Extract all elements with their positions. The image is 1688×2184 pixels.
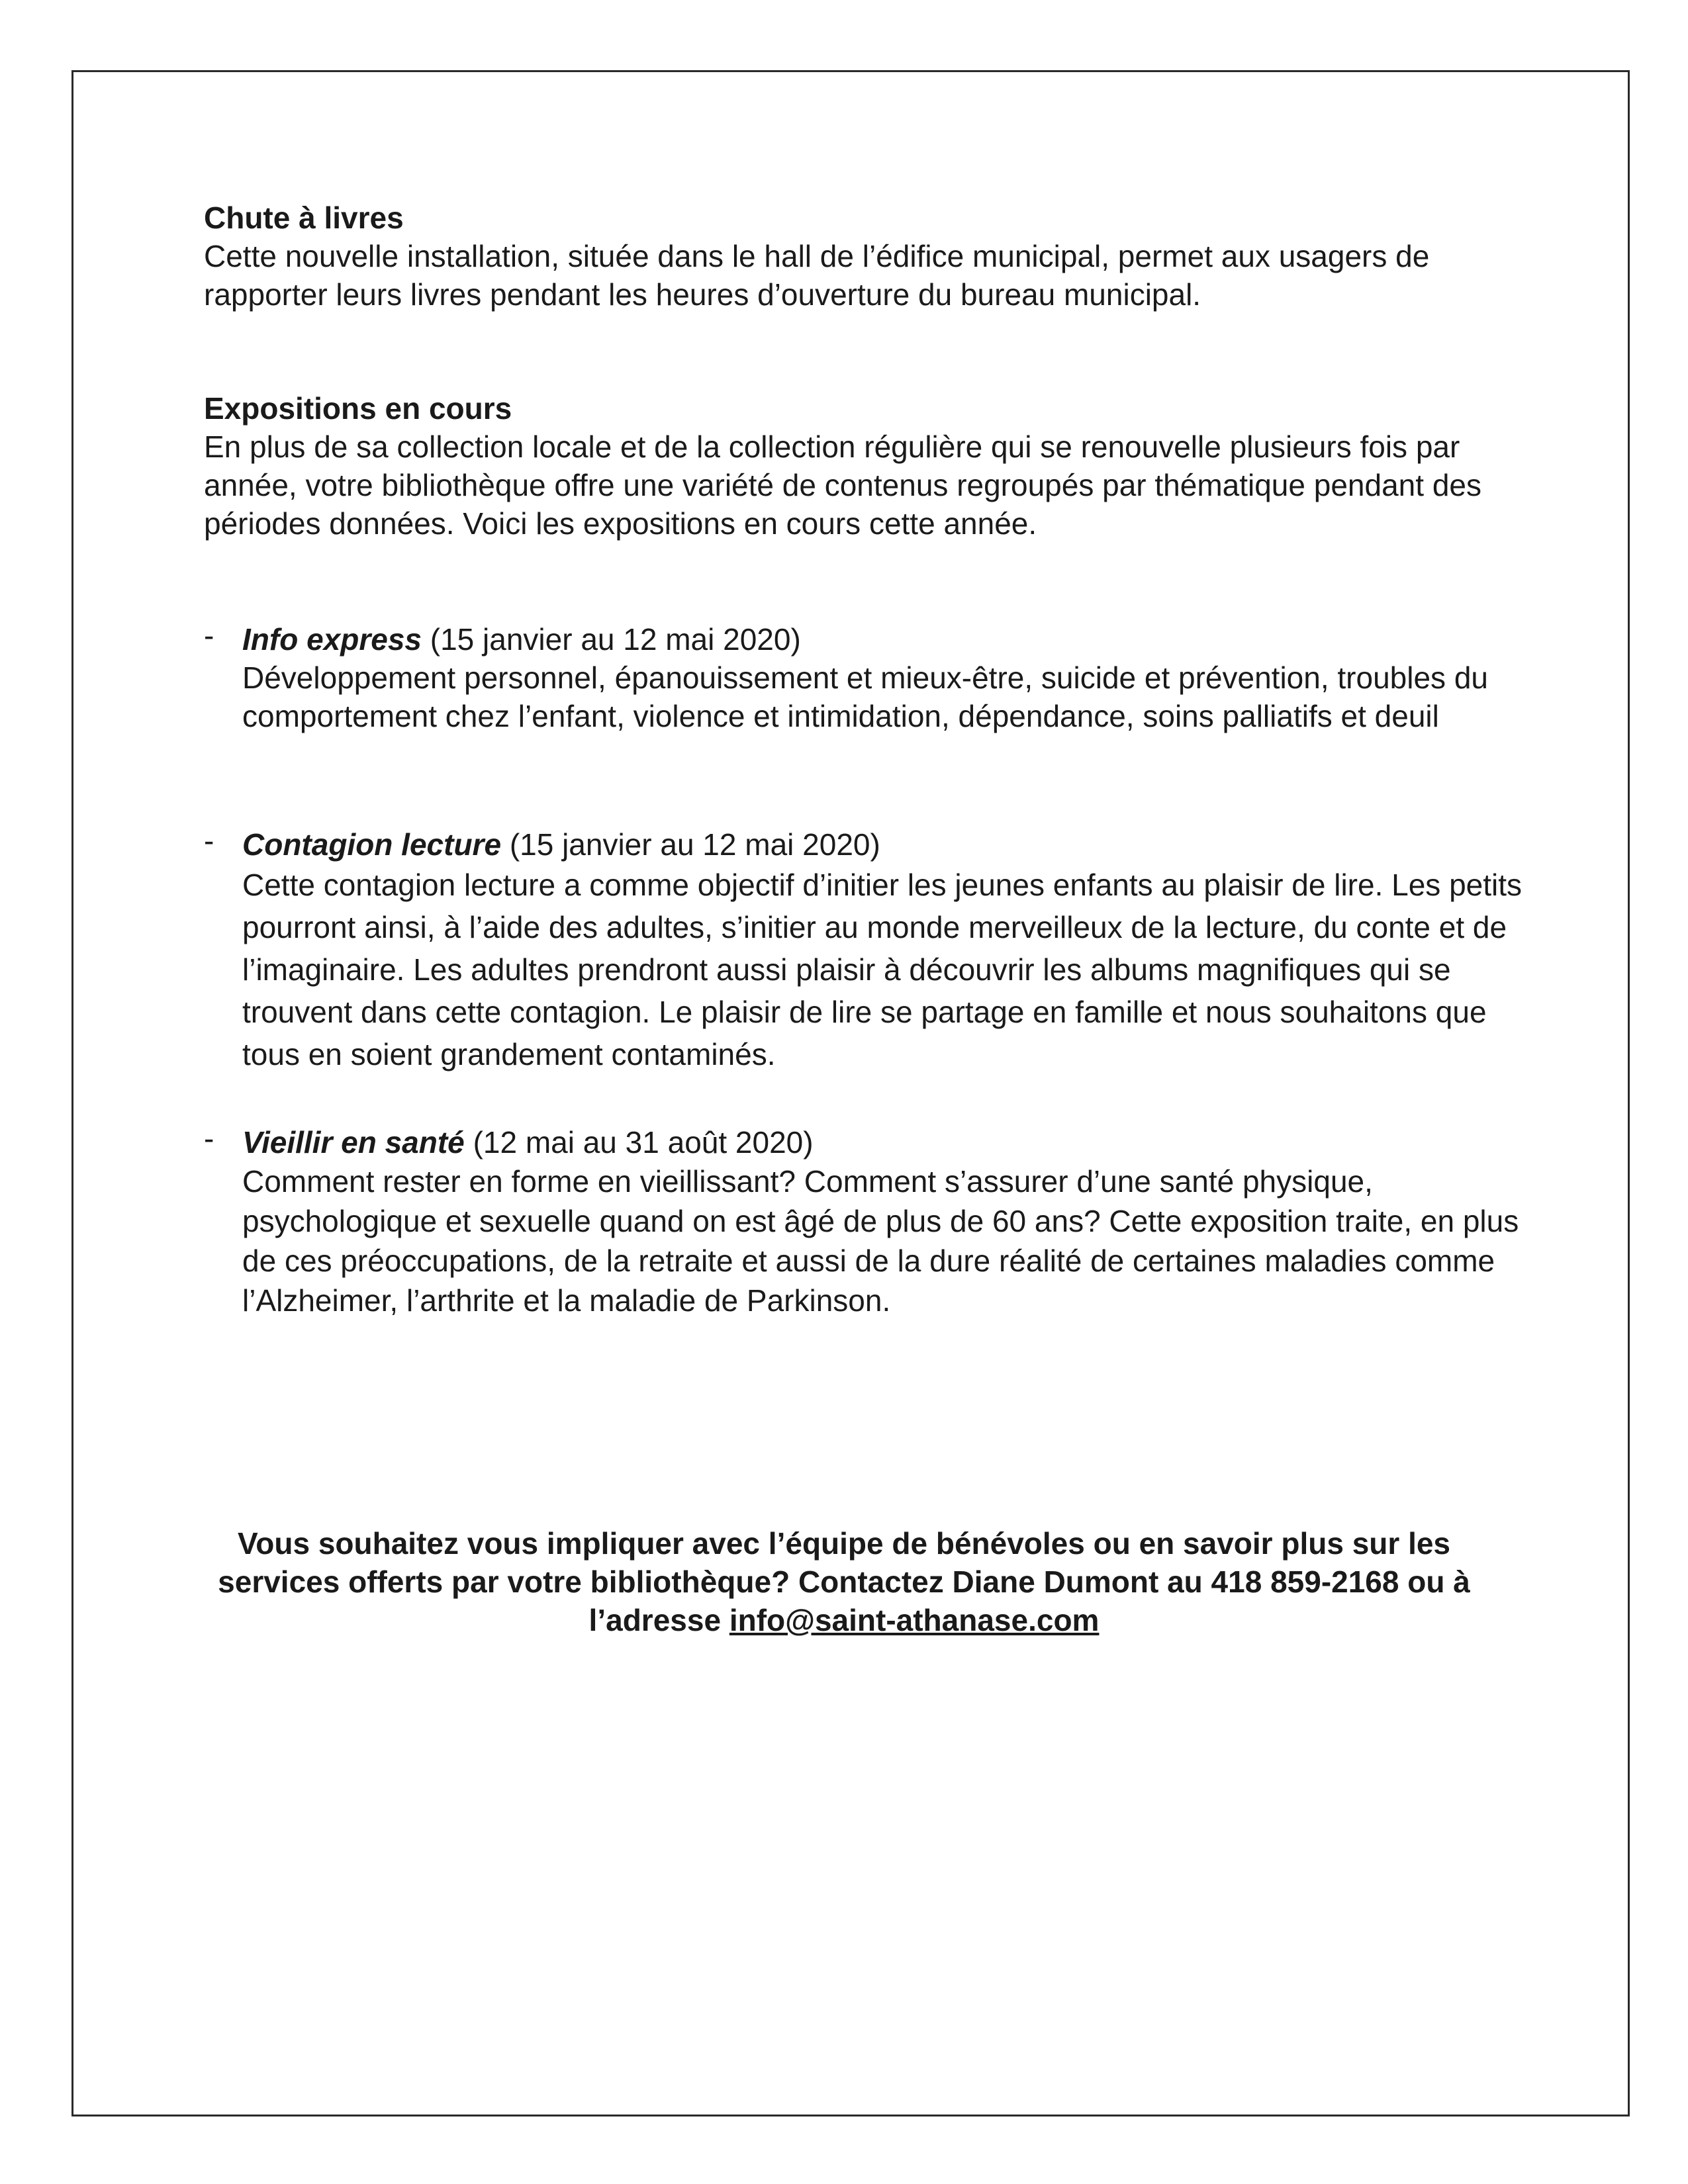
- expositions-list: [204, 620, 1528, 1320]
- chute-heading: Chute à livres: [204, 201, 404, 235]
- expo-title-line: [242, 825, 1528, 864]
- expo-description: Développement personnel, épanouissement et mieux-être, suicide et prévention, troubles du comportement chez l’enfant, violence et intimidation, dépendance, soins palliatifs et deuil: [242, 660, 1489, 733]
- expo-title: Info express: [242, 622, 422, 657]
- section-expositions: [204, 389, 1528, 1320]
- contact-callout: [199, 1524, 1489, 1639]
- contact-email-link[interactable]: info@saint-athanase.com: [729, 1603, 1100, 1637]
- list-dash: -: [204, 823, 214, 858]
- expo-dates: (12 mai au 31 août 2020): [473, 1125, 814, 1160]
- expo-description: Cette contagion lecture a comme objectif d’initier les jeunes enfants au plaisir de lire. Les petits pourront ainsi, à l’aide des adultes, s’initier au monde merveilleux de la lecture, du conte et de l’imaginaire. Les adultes prendront aussi plaisir à découvrir les albums magnifiques qui se trouvent dans cette contagion. Le plaisir de lire se partage en famille et nous souhaitons que tous en soient grandement contaminés.: [242, 868, 1523, 1071]
- list-item-vieillir-en-sante: [204, 1123, 1528, 1320]
- expo-title-line: [242, 620, 1528, 659]
- list-item-info-express: [204, 620, 1528, 735]
- chute-body: Cette nouvelle installation, située dans le hall de l’édifice municipal, permet aux usagers de rapporter leurs livres pendant les heures d’ouverture du bureau municipal.: [204, 239, 1430, 312]
- expositions-intro: En plus de sa collection locale et de la collection régulière qui se renouvelle plusieurs fois par année, votre bibliothèque offre une variété de contenus regroupés par thématique pendant des périodes données. Voici les expositions en cours cette année.: [204, 430, 1481, 541]
- expositions-heading: Expositions en cours: [204, 391, 512, 426]
- expo-title: Contagion lecture: [242, 827, 502, 862]
- section-chute-a-livres: [204, 199, 1528, 314]
- contact-text: Vous souhaitez vous impliquer avec l’équipe de bénévoles ou en savoir plus sur les services offerts par votre bibliothèque? Contactez Diane Dumont au 418 859-2168 ou à l’adresse: [218, 1526, 1470, 1637]
- expo-description: Comment rester en forme en vieillissant? Comment s’assurer d’une santé physique, psychologique et sexuelle quand on est âgé de plus de 60 ans? Cette exposition traite, en plus de ces préoccupations, de la retraite et aussi de la dure réalité de certaines maladies comme l’Alzheimer, l’arthrite et la maladie de Parkinson.: [242, 1164, 1519, 1318]
- expo-title: Vieillir en santé: [242, 1125, 465, 1160]
- expo-dates: (15 janvier au 12 mai 2020): [509, 827, 880, 862]
- list-dash: -: [204, 1121, 214, 1156]
- expo-title-line: [242, 1123, 1528, 1161]
- list-dash: -: [204, 618, 214, 653]
- expo-dates: (15 janvier au 12 mai 2020): [430, 622, 801, 657]
- list-item-contagion-lecture: [204, 825, 1528, 1075]
- document-body: [204, 199, 1528, 1320]
